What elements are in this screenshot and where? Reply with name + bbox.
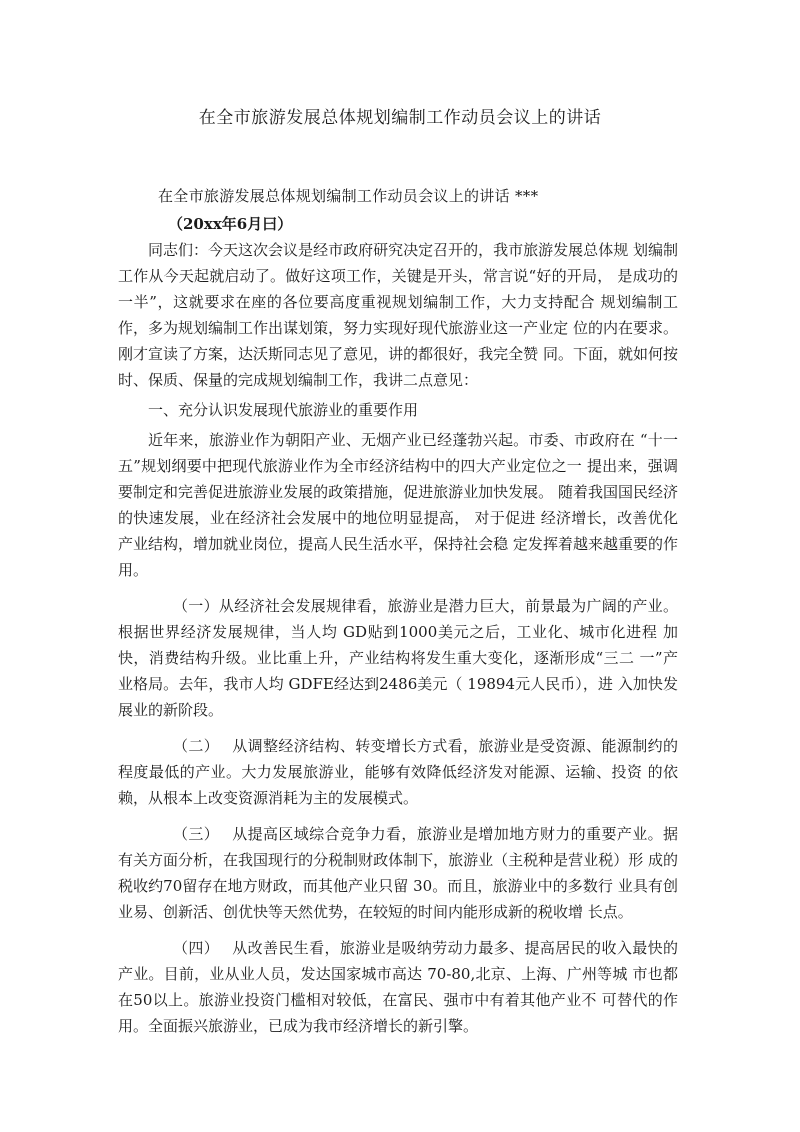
document-date: （20xx年6月曰） (168, 215, 293, 233)
paragraph-background: 近年来，旅游业作为朝阳产业、无烟产业已经蓬勃兴起。市委、市政府在 “十一五”规划纲要中把现代旅游业作为全市经济结构中的四大产业定位之一 提出来，强调要制定和完善促进旅游业发展的政策措施，促进旅游业加快发展。 随着我国国民经济的快速发展，业在经济社会发展中的地位明显提高， 对于促进 经济增长，改善优化产业结构，增加就业岗位，提高人民生活水平，保持社会稳 定发挥着越来越重要的作用。 (118, 431, 678, 579)
document-body (118, 237, 678, 1039)
document-title: 在全市旅游发展总体规划编制工作动员会议上的讲话 (198, 108, 602, 128)
paragraph-point-2: （二） 从调整经济结构、转变增长方式看，旅游业是受资源、能源制约的程度最低的产业。大力发展旅游业，能够有效降低经济发对能源、运输、投资 的依赖，从根本上改变资源消耗为主的发展模式。 (118, 737, 678, 807)
section-heading: 一、充分认识发展现代旅游业的重要作用 (148, 401, 419, 419)
document-subtitle: 在全市旅游发展总体规划编制工作动员会议上的讲话 *** (158, 187, 539, 205)
paragraph-opening: 同志们：今天这次会议是经市政府研究决定召开的，我市旅游发展总体规 划编制工作从今天起就启动了。做好这项工作，关键是开头，常言说“好的开局， 是成功的一半”，这就要求在座的各位要高度重视规划编制工作，大力支持配合 规划编制工作，多为规划编制工作出谋划策，努力实现好现代旅游业这一产业定 位的内在要求。刚才宣读了方案，达沃斯同志见了意见，讲的都很好，我完全赞 同。下面，就如何按时、保质、保量的完成规划编制工作，我讲二点意见： (118, 241, 678, 389)
paragraph-point-3: （三） 从提高区域综合竞争力看，旅游业是增加地方财力的重要产业。据有关方面分析，在我国现行的分税制财政体制下，旅游业（主税种是营业税）形 成的税收约70留存在地方财政，而其他产业只留 30。而且，旅游业中的多数行 业具有创业易、创新活、创优快等天然优势，在较短的时间内能形成新的税收增 长点。 (118, 825, 678, 921)
paragraph-point-1: （一）从经济社会发展规律看，旅游业是潜力巨大，前景最为广阔的产业。根据世界经济发展规律，当人均 GD贴到1000美元之后，工业化、城市化进程 加快，消费结构升级。业比重上升，产业结构将发生重大变化，逐渐形成“三二 一”产业格局。去年，我市人均 GDFE经达到2486美元（ 19894元人民币），进 入加快发展业的新阶段。 (118, 597, 678, 719)
paragraph-point-4: （四） 从改善民生看，旅游业是吸纳劳动力最多、提高居民的收入最快的产业。目前，业从业人员，发达国家城市高达 70-80,北京、上海、广州等城 市也都在50以上。旅游业投资门槛相对较低，在富民、强市中有着其他产业不 可替代的作用。全面振兴旅游业，已成为我市经济增长的新引擎。 (118, 939, 678, 1035)
